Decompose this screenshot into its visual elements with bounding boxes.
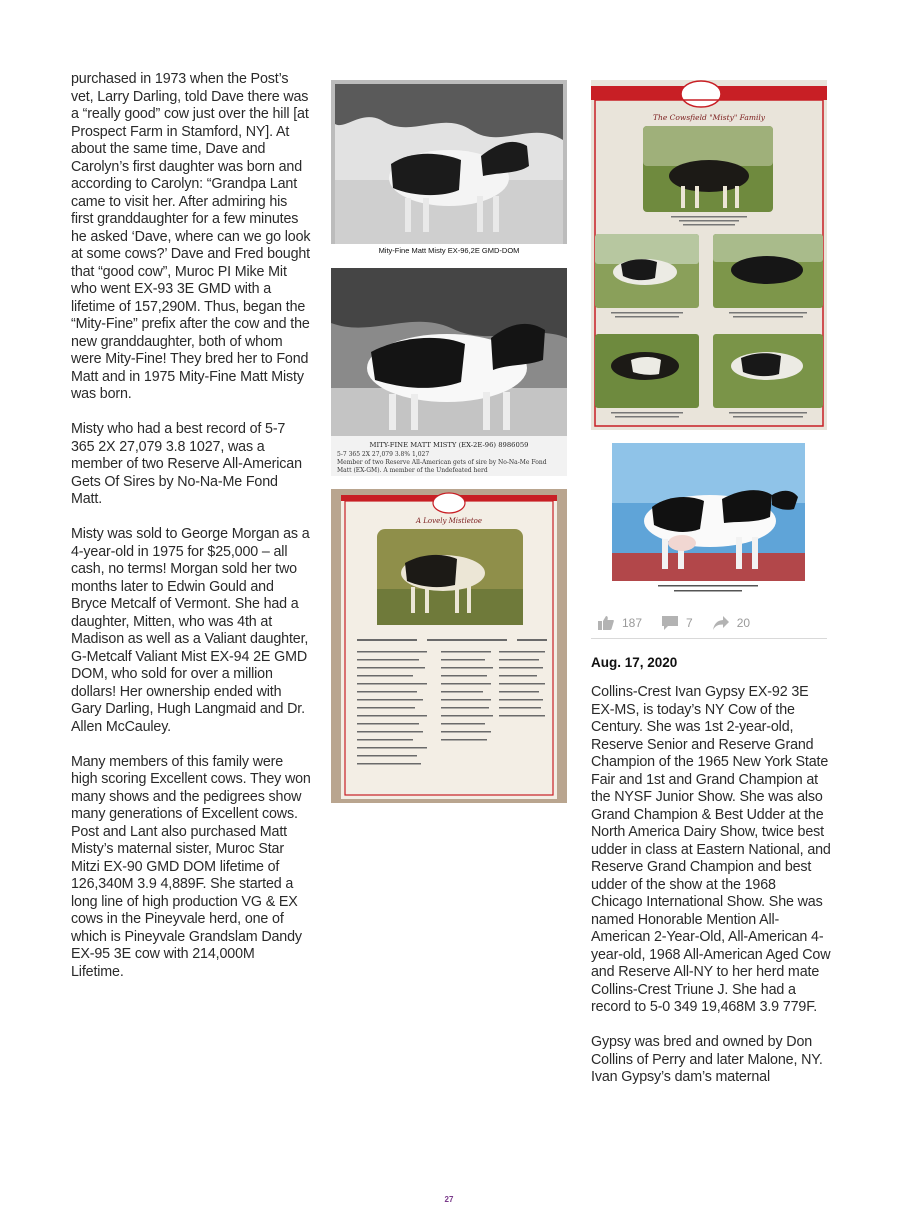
share-group[interactable] xyxy=(713,616,750,630)
poster-banner: The Cowsfield "Misty" Family xyxy=(653,113,765,122)
photo-family-poster[interactable] xyxy=(591,80,827,430)
share-count: 20 xyxy=(736,616,751,630)
right-text-column xyxy=(591,684,831,1104)
photo-caption-line: Member of two Reserve All-American gets of sire by No-Na-Me Fond xyxy=(337,459,547,466)
page-number: 27 xyxy=(444,1195,454,1204)
share-arrow-icon xyxy=(713,616,729,630)
comment-count: 7 xyxy=(686,616,693,630)
divider xyxy=(591,638,827,639)
post-date: Aug. 17, 2020 xyxy=(591,655,678,670)
photo-caption: Mity-Fine Matt Misty EX-96,2E GMD-DOM xyxy=(378,246,520,255)
photo-caption-line: 5-7 365 2X 27,079 3.8% 1,027 xyxy=(337,451,430,458)
paragraph: Misty who had a best record of 5-7 365 2X 27,079 3.8 1027, was a member of two Reserve All-American Gets Of Sires by No-Na-Me Fond Matt. xyxy=(71,421,302,507)
photo-caption-title: MITY-FINE MATT MISTY (EX-2E-96) 8986059 xyxy=(369,441,529,449)
photo-mity-fine-matt-misty[interactable] xyxy=(331,80,567,256)
left-text-column xyxy=(71,71,311,999)
paragraph: Many members of this family were high scoring Excellent cows. They won many shows and the pedigrees show many generations of Excellent cows. Post and Lant also purchased Matt Misty’s maternal sister, Muroc Star Mitzi EX-90 GMD DOM lifetime of 126,340M 3.9 4,889F. She started a long line of high production VG & EX cows in the Pineyvale herd, one of which is Pineyvale Grandslam Dandy EX-95 3E cow with 214,000M Lifetime. xyxy=(71,753,311,980)
like-count: 187 xyxy=(622,616,643,630)
poster-title: A Lovely Mistletoe xyxy=(415,517,483,525)
thumbs-up-icon xyxy=(598,616,614,630)
photo-mity-fine-matt-misty-2[interactable] xyxy=(331,268,567,476)
photo-pineyvale-cow[interactable] xyxy=(612,443,805,596)
paragraph: Gypsy was bred and owned by Don Collins of Perry and later Malone, NY. Ivan Gypsy’s dam’s maternal xyxy=(591,1034,823,1085)
comment-icon xyxy=(662,616,678,630)
paragraph: Misty was sold to George Morgan as a 4-year-old in 1975 for $25,000 – all cash, no terms! Morgan sold her two months later to Edwin Gould and Bryce Metcalf of Vermont. She had a daughter, Mitten, who was 4th at Madison as well as a Valiant daughter, G-Metcalf Valiant Mist EX-94 2E GMD DOM, who sold for over a million dollars! Her ownership ended with Gary Darling, Hugh Langmaid and Dr. Allen McCauley. xyxy=(71,526,310,735)
photo-caption-line: Matt (EX-GM). A member of the Undefeated herd xyxy=(337,467,488,474)
comment-group[interactable] xyxy=(662,616,693,630)
paragraph: purchased in 1973 when the Post’s vet, Larry Darling, told Dave there was a “really good” cow just over the hill [at Prospect Farm in Stamford, NY]. At about the same time, Dave and Carolyn’s first daughter was born and according to Carolyn: “Grandpa Lant came to visit her. After admiring his first granddaughter for a few minutes he asked ‘Dave, where can we go look at some cows?’ Dave and Fred bought that “good cow”, Muroc PI Mike Mit who went EX-93 3E GMD with a lifetime of 157,290M. Thus, began the “Mity-Fine” prefix after the cow and the new granddaughter, both of whom were Mity-Fine! They bred her to Fond Matt and in 1975 Mity-Fine Matt Misty was born. xyxy=(71,71,311,402)
social-stats-bar xyxy=(598,612,826,634)
paragraph: Collins-Crest Ivan Gypsy EX-92 3E EX-MS, is today’s NY Cow of the Century. She was 1st 2-year-old, Reserve Senior and Reserve Grand Champion of the 1965 New York State Fair and 1st and Grand Champion at the NYSF Junior Show. She was also Grand Champion & Best Udder at the North America Dairy Show, twice best udder in class at Eastern National, and Reserve Grand Champion and best udder of the show at the 1968 Chicago International Show. She was named Honorable Mention All-American 2-Year-Old, All-American 4-year-old, 1968 All-American Aged Cow and Reserve All-NY to her herd mate Collins-Crest Triune J. She had a record to 5-0 349 19,468M 3.9 779F. xyxy=(591,684,831,1015)
photo-pedigree-poster[interactable] xyxy=(331,489,567,803)
like-group[interactable] xyxy=(598,616,642,630)
